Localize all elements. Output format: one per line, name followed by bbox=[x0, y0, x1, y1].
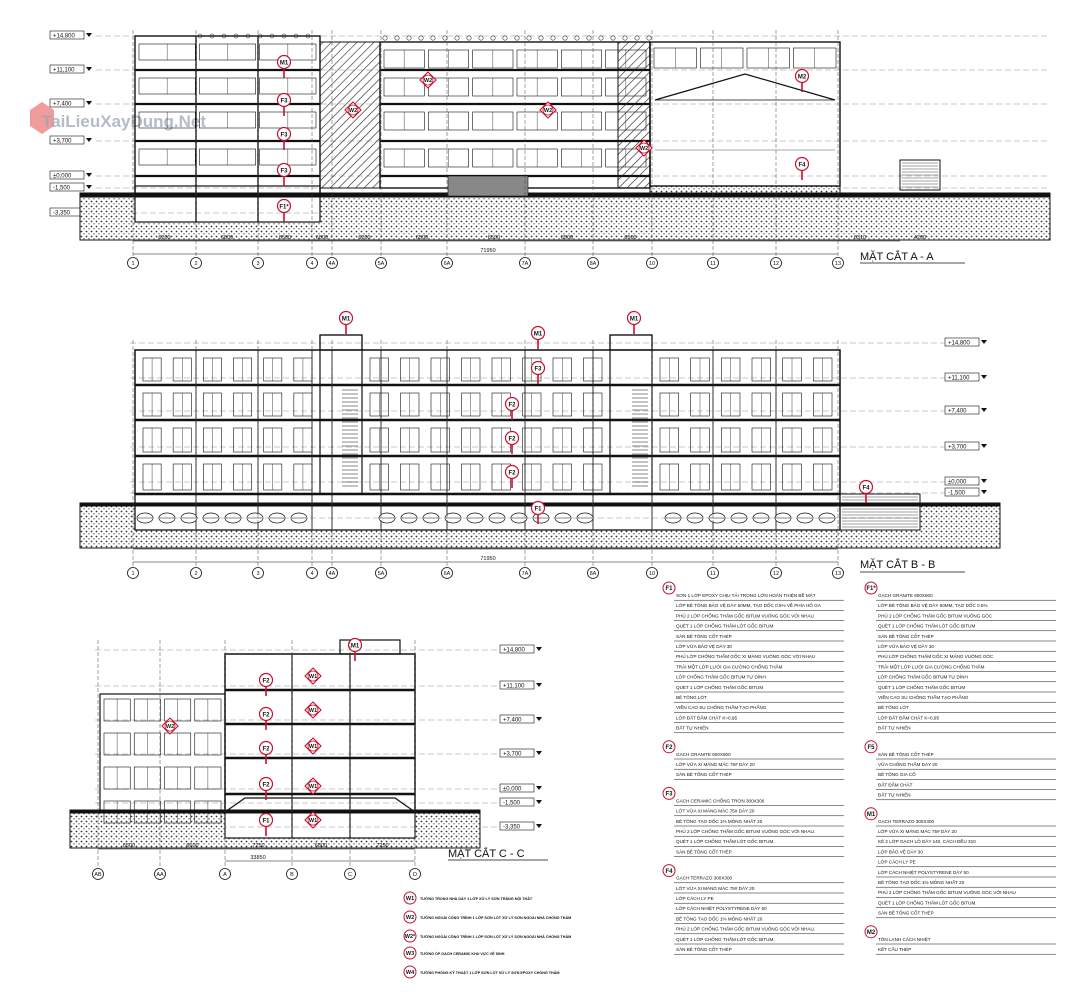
wall-tag bbox=[305, 702, 321, 718]
material-tag bbox=[506, 466, 519, 489]
floor-spec-table-right bbox=[865, 582, 1056, 954]
overall-dimension: 71950 bbox=[480, 248, 496, 254]
spec-line: SÀN BÊ TÔNG CỐT THÉP bbox=[878, 751, 934, 757]
plant bbox=[635, 36, 639, 40]
spec-line: ĐẤT ĐẦM CHẶT bbox=[878, 782, 913, 788]
wall-tag bbox=[305, 738, 321, 754]
tag-label: M1 bbox=[350, 643, 360, 650]
dimension-label: 4200 bbox=[913, 235, 927, 241]
spec-line: LỚP CÁCH NHIỆT POLYSTYRENE DÀY 50 bbox=[676, 906, 767, 912]
level-label: +3,700 bbox=[53, 138, 72, 145]
plant bbox=[551, 36, 555, 40]
material-tag bbox=[260, 814, 273, 837]
level-label: +11,100 bbox=[503, 683, 525, 690]
grid-label: 1 bbox=[131, 261, 135, 268]
spec-line: PHỦ 2 LỚP CHỐNG THẤM GỐC BITUM VUÔNG GÓC bbox=[878, 613, 993, 619]
spec-line: PHỦ 2 LỚP CHỐNG THẤM GỐC BITUM VUÔNG GÓC VỚI NHAU bbox=[878, 890, 1016, 896]
spec-line: LỚP CHỐNG THẤM GỐC BITUM TỰ DÍNH bbox=[878, 674, 968, 680]
legend-tag: W2* bbox=[404, 934, 416, 940]
grid-label: AB bbox=[94, 872, 102, 879]
spec-line: KÊ 2 LỚP GẠCH LỖ DÀY 140, CÁCH ĐỀU 310 bbox=[878, 839, 976, 845]
grid-label: 12 bbox=[772, 261, 780, 268]
tag-label: F3 bbox=[280, 132, 288, 139]
spec-line: LỚP BÊ TÔNG BẢO VỆ DÀY 50MM, TẠO DỐC 0.5% VỀ PHÍA HỐ GA bbox=[676, 603, 821, 609]
spec-block bbox=[865, 926, 1056, 954]
adjacent-block bbox=[100, 694, 225, 812]
wall-legend-row bbox=[404, 892, 533, 904]
spec-tag: F1* bbox=[866, 586, 876, 593]
entrance bbox=[448, 176, 528, 196]
spec-tag: M1 bbox=[866, 812, 876, 818]
plant bbox=[515, 36, 519, 40]
wall-legend-row bbox=[404, 911, 571, 923]
material-tag bbox=[278, 128, 291, 151]
legend-text: TƯỜNG TRONG NHÀ DÀY 1 LỚP XỬ LÝ SƠN TRẮNG NỘI THẤT bbox=[420, 897, 533, 901]
dimension-label: 6800 bbox=[220, 235, 234, 241]
spec-line: QUÉT 1 LỚP CHỐNG THẤM LÓT GỐC BITUM. bbox=[676, 839, 775, 845]
floor-spec-table-left bbox=[663, 582, 844, 954]
level-marker bbox=[500, 645, 542, 654]
dimension-label: 6800 bbox=[315, 235, 329, 241]
level-marker bbox=[500, 784, 542, 793]
material-tag bbox=[506, 398, 519, 421]
level-label: +3,700 bbox=[503, 751, 522, 758]
spec-block bbox=[865, 741, 1056, 800]
spec-line: QUÉT 1 LỚP CHỐNG THẤM GỐC BITUM bbox=[676, 684, 764, 690]
spec-tag: F4 bbox=[665, 868, 673, 875]
spec-line: QUÉT 1 LỚP CHỐNG THẤM LÓT GỐC BITUM bbox=[878, 623, 976, 629]
plant bbox=[419, 36, 423, 40]
level-label: -3,350 bbox=[53, 210, 71, 217]
section-a-a bbox=[50, 30, 1050, 269]
building-block-right bbox=[650, 42, 840, 186]
section-title: MẶT CẮT A - A bbox=[860, 251, 934, 263]
spec-block bbox=[663, 741, 844, 780]
dimension-label: 6310 bbox=[853, 235, 867, 241]
spec-line: ĐẤT TỰ NHIÊN bbox=[878, 725, 911, 731]
material-tag bbox=[860, 481, 873, 504]
plant bbox=[479, 36, 483, 40]
tag-label: F2 bbox=[262, 712, 270, 719]
spec-line: QUÉT 1 LỚP CHỐNG THẤM LÓT GỐC BITUM. bbox=[878, 900, 977, 906]
level-marker bbox=[50, 65, 92, 74]
spec-line: VIỀN CAO SU CHỐNG THẤM TẠO PHẲNG bbox=[676, 705, 767, 711]
legend-text: TƯỜNG NGOÀI CÔNG TRÌNH 1 LỚP SƠN LÓT XỬ LÝ SƠN NGOÀI NHÀ CHỐNG THẤM bbox=[420, 916, 572, 920]
spec-line: LỚP VỮA BẢO VỆ DÀY 30 bbox=[878, 644, 934, 649]
level-marker bbox=[945, 338, 987, 347]
material-tag bbox=[532, 327, 545, 350]
tag-label: F2 bbox=[508, 436, 516, 443]
wall-tag bbox=[420, 72, 436, 88]
spec-line: SÀN BÊ TÔNG CỐT THÉP bbox=[676, 772, 732, 778]
level-marker bbox=[945, 406, 987, 415]
basement-parking bbox=[135, 494, 840, 530]
overall-dimension: 71950 bbox=[480, 556, 496, 562]
spec-tag: F3 bbox=[665, 791, 673, 798]
material-tag bbox=[796, 158, 809, 181]
grid-label: C bbox=[348, 872, 352, 879]
spec-line: GẠCH GRANITE 600X600 bbox=[676, 751, 731, 757]
plant bbox=[431, 36, 435, 40]
plant bbox=[443, 36, 447, 40]
tag-label: F2 bbox=[508, 470, 516, 477]
spec-line: KẾT CẤU THÉP bbox=[878, 947, 912, 952]
level-label: ±0,000 bbox=[503, 786, 522, 793]
level-marker bbox=[50, 171, 92, 180]
tag-label: W2 bbox=[639, 146, 649, 153]
spec-line: TÔN LẠNH CÁCH NHIỆT bbox=[878, 936, 931, 942]
spec-line: LỚP ĐẤT ĐẦM CHẶT K=0,95 bbox=[676, 715, 738, 721]
tag-label: F2 bbox=[262, 746, 270, 753]
grid-label: 11 bbox=[710, 261, 716, 268]
material-tag bbox=[340, 312, 353, 335]
plant bbox=[491, 36, 495, 40]
stair-tower-roof bbox=[320, 335, 362, 350]
tag-label: W1 bbox=[308, 708, 318, 715]
wall-tag bbox=[305, 668, 321, 684]
spec-line: LỚP CÁCH LY PE bbox=[676, 896, 714, 901]
plant bbox=[647, 36, 651, 40]
plant bbox=[575, 36, 579, 40]
grid-label: 2 bbox=[194, 571, 198, 578]
material-tag bbox=[278, 200, 291, 223]
grid-label: AA bbox=[156, 872, 164, 879]
spec-line: BÊ TÔNG LÓT bbox=[878, 705, 909, 711]
level-label: +14,800 bbox=[948, 340, 970, 347]
grid-label: 3 bbox=[256, 261, 260, 268]
spec-line: QUÉT 1 LỚP CHỐNG THẤM LÓT GỐC BITUM bbox=[676, 623, 774, 629]
spec-line: LỚT VỮA XI MĂNG MÁC 75# DÀY 20 bbox=[676, 885, 755, 891]
level-label: +14,800 bbox=[503, 647, 525, 654]
level-marker bbox=[50, 31, 92, 40]
spec-line: SÀN BÊ TÔNG CỐT THÉP bbox=[878, 633, 934, 639]
tag-label: W2 bbox=[423, 78, 433, 85]
plant bbox=[503, 36, 507, 40]
spec-line: LỚP CÁCH LY PE bbox=[878, 859, 916, 865]
tag-label: F1 bbox=[262, 818, 270, 825]
spec-line: ĐẤT TỰ NHIÊN bbox=[676, 725, 709, 731]
tag-label: F3 bbox=[280, 98, 288, 105]
level-label: +7,400 bbox=[503, 717, 522, 724]
level-marker bbox=[945, 373, 987, 382]
spec-line: QUÉT 1 LỚP CHỐNG THẤM LÓT GỐC BITUM. bbox=[676, 936, 775, 942]
spec-line: VỮA CHỐNG THẤM DÀY 20 bbox=[878, 762, 938, 767]
legend-tag: W4 bbox=[405, 970, 415, 976]
plant bbox=[383, 36, 387, 40]
level-marker bbox=[945, 477, 987, 486]
grid-label: B bbox=[290, 872, 294, 879]
level-marker bbox=[500, 798, 542, 807]
grid-label: 1 bbox=[131, 571, 135, 578]
spec-line: VIỀN CAO SU CHỐNG THẤM TẠO PHẲNG bbox=[878, 695, 969, 700]
plant bbox=[455, 36, 459, 40]
spec-line: LỚP VỮA XI MĂNG MÁC 75# DÀY 20 bbox=[878, 829, 957, 834]
spec-line: BÊ TÔNG TẠO DỐC 1% MỎNG NHẤT 20 bbox=[878, 880, 965, 885]
level-marker bbox=[945, 488, 987, 497]
building-block-middle bbox=[380, 42, 650, 188]
level-label: +11,100 bbox=[948, 375, 970, 382]
building-frame bbox=[135, 350, 840, 494]
material-tag bbox=[628, 312, 641, 335]
legend-text: TƯỜNG NGOÀI CÔNG TRÌNH 1 LỚP SƠN LÓT XỬ LÝ SƠN NGOÀI NHÀ CHỐNG THẤM bbox=[420, 935, 572, 939]
material-tag bbox=[260, 778, 273, 801]
grid-label: 4A bbox=[328, 261, 336, 268]
spec-line: GẠCH TERRAZO 300X300 bbox=[878, 818, 935, 824]
spec-line: SƠN 1 LỚP EPOXY CHỊU TẢI TRỌNG LỚN HOÀN THIỆN BỀ MẶT bbox=[676, 593, 816, 598]
spec-line: PHỦ 2 LỚP CHỐNG THẤM GỐC BITUM VUÔNG GÓC VỚI NHAU bbox=[676, 613, 814, 619]
material-tag bbox=[278, 164, 291, 187]
tag-label: W2 bbox=[543, 108, 553, 115]
wall-legend-row bbox=[404, 947, 505, 959]
level-label: +3,700 bbox=[948, 444, 967, 451]
dimension-label: 6500 bbox=[624, 235, 637, 241]
spec-line: BÊ TÔNG LÓT bbox=[676, 695, 707, 700]
plant bbox=[539, 36, 543, 40]
tag-label: W2 bbox=[165, 724, 175, 731]
wall-tag bbox=[305, 778, 321, 794]
grid-label: 11 bbox=[710, 571, 716, 578]
level-marker bbox=[500, 715, 542, 724]
spec-line: LỚP CHỐNG THẤM GỐC BITUM TỰ DÍNH bbox=[676, 674, 766, 680]
level-label: ±0,000 bbox=[948, 479, 967, 486]
level-label: +7,400 bbox=[53, 101, 72, 108]
tag-label: W1 bbox=[308, 818, 318, 825]
wall-legend bbox=[404, 892, 571, 978]
spec-line: LỚP VỮA XI MĂNG MÁC 75# DÀY 20 bbox=[676, 762, 755, 767]
tag-label: M1 bbox=[341, 316, 351, 323]
tag-label: W1 bbox=[308, 784, 318, 791]
grid-label: 4 bbox=[310, 571, 314, 578]
plant bbox=[587, 36, 591, 40]
plant bbox=[599, 36, 603, 40]
material-tag bbox=[260, 674, 273, 697]
tag-label: F2 bbox=[262, 678, 270, 685]
basement bbox=[135, 186, 320, 222]
spec-line: SÀN BÊ TÔNG CỐT THÉP bbox=[676, 849, 732, 855]
tag-label: M1 bbox=[629, 316, 639, 323]
tag-label: F1* bbox=[279, 204, 289, 211]
section-b-b bbox=[80, 312, 1000, 579]
spec-line: BÊ TÔNG TẠO DỐC 1% MỎNG NHẤT 20 bbox=[676, 818, 763, 824]
spec-line: BÊ TÔNG GIA CỐ bbox=[878, 772, 916, 778]
material-tag bbox=[260, 708, 273, 731]
grid-label: 3 bbox=[256, 571, 260, 578]
grid-label: 12 bbox=[772, 571, 780, 578]
tag-label: W2 bbox=[348, 108, 358, 115]
tag-label: F2 bbox=[262, 782, 270, 789]
grid-label: 13 bbox=[834, 571, 842, 578]
dimension-label: 7250 bbox=[376, 843, 389, 849]
level-label: +7,400 bbox=[948, 408, 967, 415]
legend-tag: W3 bbox=[405, 951, 415, 957]
tag-label: W1 bbox=[308, 744, 318, 751]
level-label: -3,350 bbox=[503, 824, 521, 831]
grid-label: 5A bbox=[377, 261, 385, 268]
tag-label: F1 bbox=[534, 506, 542, 513]
level-marker bbox=[50, 136, 92, 145]
level-marker bbox=[945, 442, 987, 451]
tag-label: F3 bbox=[534, 366, 542, 373]
level-label: -1,500 bbox=[503, 800, 521, 807]
spec-line: PHỦ 2 LỚP CHỐNG THẤM GỐC BITUM VUÔNG GÓC VỚI NHAU. bbox=[676, 926, 816, 932]
plant bbox=[623, 36, 627, 40]
spec-line: QUÉT 1 LỚP CHỐNG THẤM GỐC BITUM bbox=[878, 684, 966, 690]
tag-label: F4 bbox=[798, 162, 806, 169]
spec-tag: F2 bbox=[665, 745, 673, 751]
tag-label: F2 bbox=[508, 402, 516, 409]
spec-block bbox=[663, 582, 844, 733]
plant bbox=[563, 36, 567, 40]
tag-label: W1 bbox=[308, 674, 318, 681]
legend-text: TƯỜNG ỐP GẠCH CERAMIC KHU VỰC VỆ SINH bbox=[420, 952, 505, 956]
wall-legend-row bbox=[404, 930, 571, 942]
level-label: -1,500 bbox=[53, 185, 71, 192]
spec-tag: F5 bbox=[867, 745, 875, 751]
legend-tag: W2 bbox=[405, 915, 415, 921]
material-tag bbox=[260, 742, 273, 765]
section-title: MẶT CẮT B - B bbox=[860, 559, 936, 571]
spec-line: BÊ TÔNG TẠO DỐC 1% MỎNG NHẤT 20 bbox=[676, 916, 763, 922]
material-tag bbox=[278, 94, 291, 117]
tag-label: M2 bbox=[797, 74, 807, 81]
spec-line: TRẢI MỘT LỚP LƯỚI GIA CƯỜNG CHỐNG THẤM bbox=[676, 664, 783, 670]
dimension-label: 6600 bbox=[186, 843, 199, 849]
grid-label: 8A bbox=[589, 261, 597, 268]
spec-tag: F1 bbox=[665, 586, 673, 593]
level-marker bbox=[50, 99, 92, 108]
dimension-label: 6800 bbox=[314, 843, 328, 849]
spec-block bbox=[663, 787, 844, 856]
level-label: +11,100 bbox=[53, 67, 75, 74]
grid-label: 10 bbox=[648, 261, 656, 268]
spec-line: GẠCH GRANITE 600X600 bbox=[878, 593, 933, 598]
grid-label: 10 bbox=[648, 571, 656, 578]
spec-line: ĐẤT TỰ NHIÊN bbox=[878, 792, 911, 798]
grid-label: 4A bbox=[328, 571, 336, 578]
tag-label: F4 bbox=[862, 485, 870, 492]
spec-line: LỚP VỮA BẢO VỆ DÀY 30 bbox=[676, 644, 732, 649]
grid-label: 6A bbox=[443, 571, 451, 578]
plant bbox=[407, 36, 411, 40]
dimension-label: 6500 bbox=[560, 235, 574, 241]
dimension-label: 6500 bbox=[487, 235, 501, 241]
spec-line: SÀN BÊ TÔNG CỐT THÉP bbox=[878, 910, 934, 916]
grid-label: 4 bbox=[310, 261, 314, 268]
overall-dimension: 33850 bbox=[250, 855, 266, 861]
spec-tag: M2 bbox=[866, 930, 876, 936]
spec-line: GẠCH CERAMIC CHỐNG TRƠN 300X300 bbox=[676, 798, 765, 804]
plant bbox=[611, 36, 615, 40]
spec-line: LỚP ĐẤT ĐẦM CHẶT K=0,95 bbox=[878, 715, 940, 721]
spec-line: LỚT VỮA XI MĂNG MÁC 75# DÀY 20 bbox=[676, 808, 755, 814]
level-marker bbox=[50, 183, 92, 192]
material-tag bbox=[532, 362, 545, 385]
spec-block bbox=[865, 808, 1056, 918]
spec-line: LỚP BẢO VỆ DÀY 30 bbox=[878, 849, 923, 855]
dimension-label: 7250 bbox=[252, 843, 265, 849]
level-label: -1,500 bbox=[948, 490, 966, 497]
dimension-label: 6200 bbox=[358, 235, 371, 241]
stair-tower-roof bbox=[610, 335, 652, 350]
grid-label: 2 bbox=[194, 261, 198, 268]
wall-tag bbox=[305, 812, 321, 828]
spec-block bbox=[663, 865, 844, 955]
spec-line: PHỦ LỚP CHỐNG THẤM GỐC XI MĂNG VUÔNG GÓC bbox=[878, 654, 994, 660]
grid-label: 5A bbox=[377, 571, 385, 578]
dimension-label: 6500 bbox=[415, 235, 429, 241]
level-marker bbox=[500, 822, 542, 831]
spec-line: GẠCH TERRAZO 300X300 bbox=[676, 875, 733, 881]
plant bbox=[467, 36, 471, 40]
level-marker bbox=[500, 749, 542, 758]
dimension-label: 6500 bbox=[278, 235, 292, 241]
spec-line: PHỦ LỚP CHỐNG THẤM GỐC XI MĂNG VUÔNG GÓC VỚI NHAU bbox=[676, 654, 816, 660]
spec-line: SÀN BÊ TÔNG CỐT THÉP bbox=[676, 947, 732, 952]
level-label: ±0,000 bbox=[53, 173, 72, 180]
tag-label: M1 bbox=[533, 331, 543, 338]
spec-line: LỚP CÁCH NHIỆT POLYSTYRENE DÀY 50 bbox=[878, 869, 969, 875]
watermark-text: TaiLieuXayDung.Net bbox=[42, 112, 207, 131]
grid-label: 7A bbox=[521, 261, 529, 268]
grid-label: D bbox=[413, 872, 417, 879]
basement bbox=[225, 812, 415, 838]
plant bbox=[395, 36, 399, 40]
grid-label: 6A bbox=[443, 261, 451, 268]
dimension-label: 6500 bbox=[122, 843, 136, 849]
legend-tag: W1 bbox=[405, 896, 415, 902]
section-c-c bbox=[70, 639, 548, 880]
grid-label: 13 bbox=[834, 261, 842, 268]
level-label: +14,800 bbox=[53, 33, 75, 40]
level-marker bbox=[500, 681, 542, 690]
tag-label: M1 bbox=[279, 60, 289, 67]
wall-legend-row bbox=[404, 966, 559, 978]
spec-line: PHỦ 2 LỚP CHỐNG THẤM GỐC BITUM VUÔNG GÓC VỚI NHAU. bbox=[676, 829, 816, 834]
tag-label: F3 bbox=[280, 168, 288, 175]
dimension-label: 6200 bbox=[158, 235, 171, 241]
spec-line: SÀN BÊ TÔNG CỐT THÉP bbox=[676, 633, 732, 639]
spec-line: LỚP BÊ TÔNG BẢO VỆ DÀY 50MM, TẠO DỐC 0.5% bbox=[878, 603, 988, 609]
grid-label: A bbox=[223, 872, 227, 879]
section-title: MẶT CẮT C - C bbox=[448, 848, 525, 860]
material-tag bbox=[278, 56, 291, 79]
material-tag bbox=[506, 432, 519, 455]
plant bbox=[527, 36, 531, 40]
spec-line: TRẢI MỘT LỚP LƯỚI GIA CƯỜNG CHỐNG THẤM bbox=[878, 664, 985, 670]
legend-text: TƯỜNG PHÒNG KỸ THUẬT 1 LỚP SƠN LÓT XỬ LÝ SƠN EPOXY CHỐNG THẤM bbox=[420, 971, 560, 975]
spec-block bbox=[865, 582, 1056, 733]
grid-label: 8A bbox=[589, 571, 597, 578]
grid-label: 7A bbox=[521, 571, 529, 578]
